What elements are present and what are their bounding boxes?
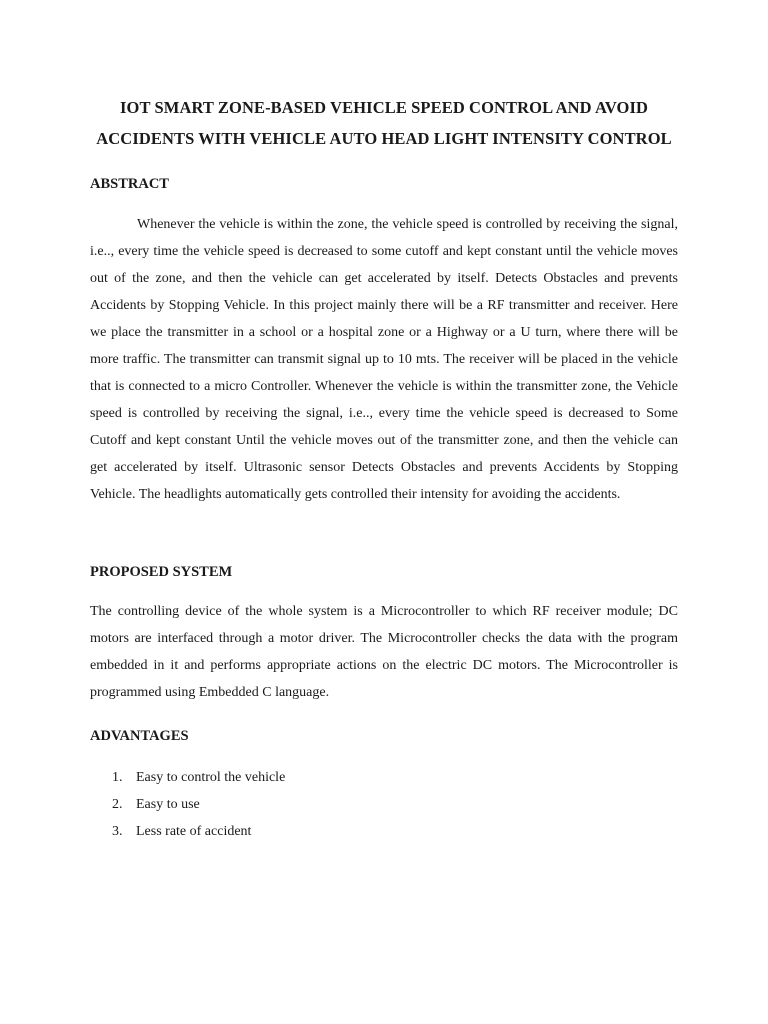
document-title: IOT SMART ZONE-BASED VEHICLE SPEED CONTROL AND AVOID ACCIDENTS WITH VEHICLE AUTO HEAD LIGHT INTENSITY CONTROL (96, 98, 672, 148)
list-item-number: 3. (112, 824, 123, 839)
advantages-list (90, 764, 678, 845)
proposed-system-paragraph: The controlling device of the whole system is a Microcontroller to which RF receiver module; DC motors are interfaced through a motor driver. The Microcontroller checks the data with the program embedded in it and performs appropriate actions on the electric DC motors. The Microcontroller is programmed using Embedded C language. (90, 604, 678, 700)
list-item (90, 764, 678, 791)
list-item-text: Easy to control the vehicle (136, 770, 286, 785)
list-item (90, 791, 678, 818)
list-item (90, 818, 678, 845)
list-item-text: Easy to use (136, 797, 200, 812)
list-item-text: Less rate of accident (136, 824, 252, 839)
proposed-system-heading: PROPOSED SYSTEM (90, 564, 233, 580)
abstract-heading: ABSTRACT (90, 176, 169, 192)
list-item-number: 1. (112, 770, 123, 785)
advantages-heading: ADVANTAGES (90, 728, 189, 744)
list-item-number: 2. (112, 797, 123, 812)
abstract-paragraph: Whenever the vehicle is within the zone, the vehicle speed is controlled by receiving the signal, i.e.., every time the vehicle speed is decreased to some cutoff and kept constant until the vehicle moves out of the zone, and then the vehicle can get accelerated by itself. Detects Obstacles and prevents Accidents by Stopping Vehicle. In this project mainly there will be a RF transmitter and receiver. Here we place the transmitter in a school or a hospital zone or a Highway or a U turn, where there will be more traffic. The transmitter can transmit signal up to 10 mts. The receiver will be placed in the vehicle that is connected to a micro Controller. Whenever the vehicle is within the transmitter zone, the Vehicle speed is controlled by receiving the signal, i.e.., every time the vehicle speed is decreased to Some Cutoff and kept constant Until the vehicle moves out of the transmitter zone, and then the vehicle can get accelerated by itself. Ultrasonic sensor Detects Obstacles and prevents Accidents by Stopping Vehicle. The headlights automatically gets controlled their intensity for avoiding the accidents. (90, 217, 678, 502)
